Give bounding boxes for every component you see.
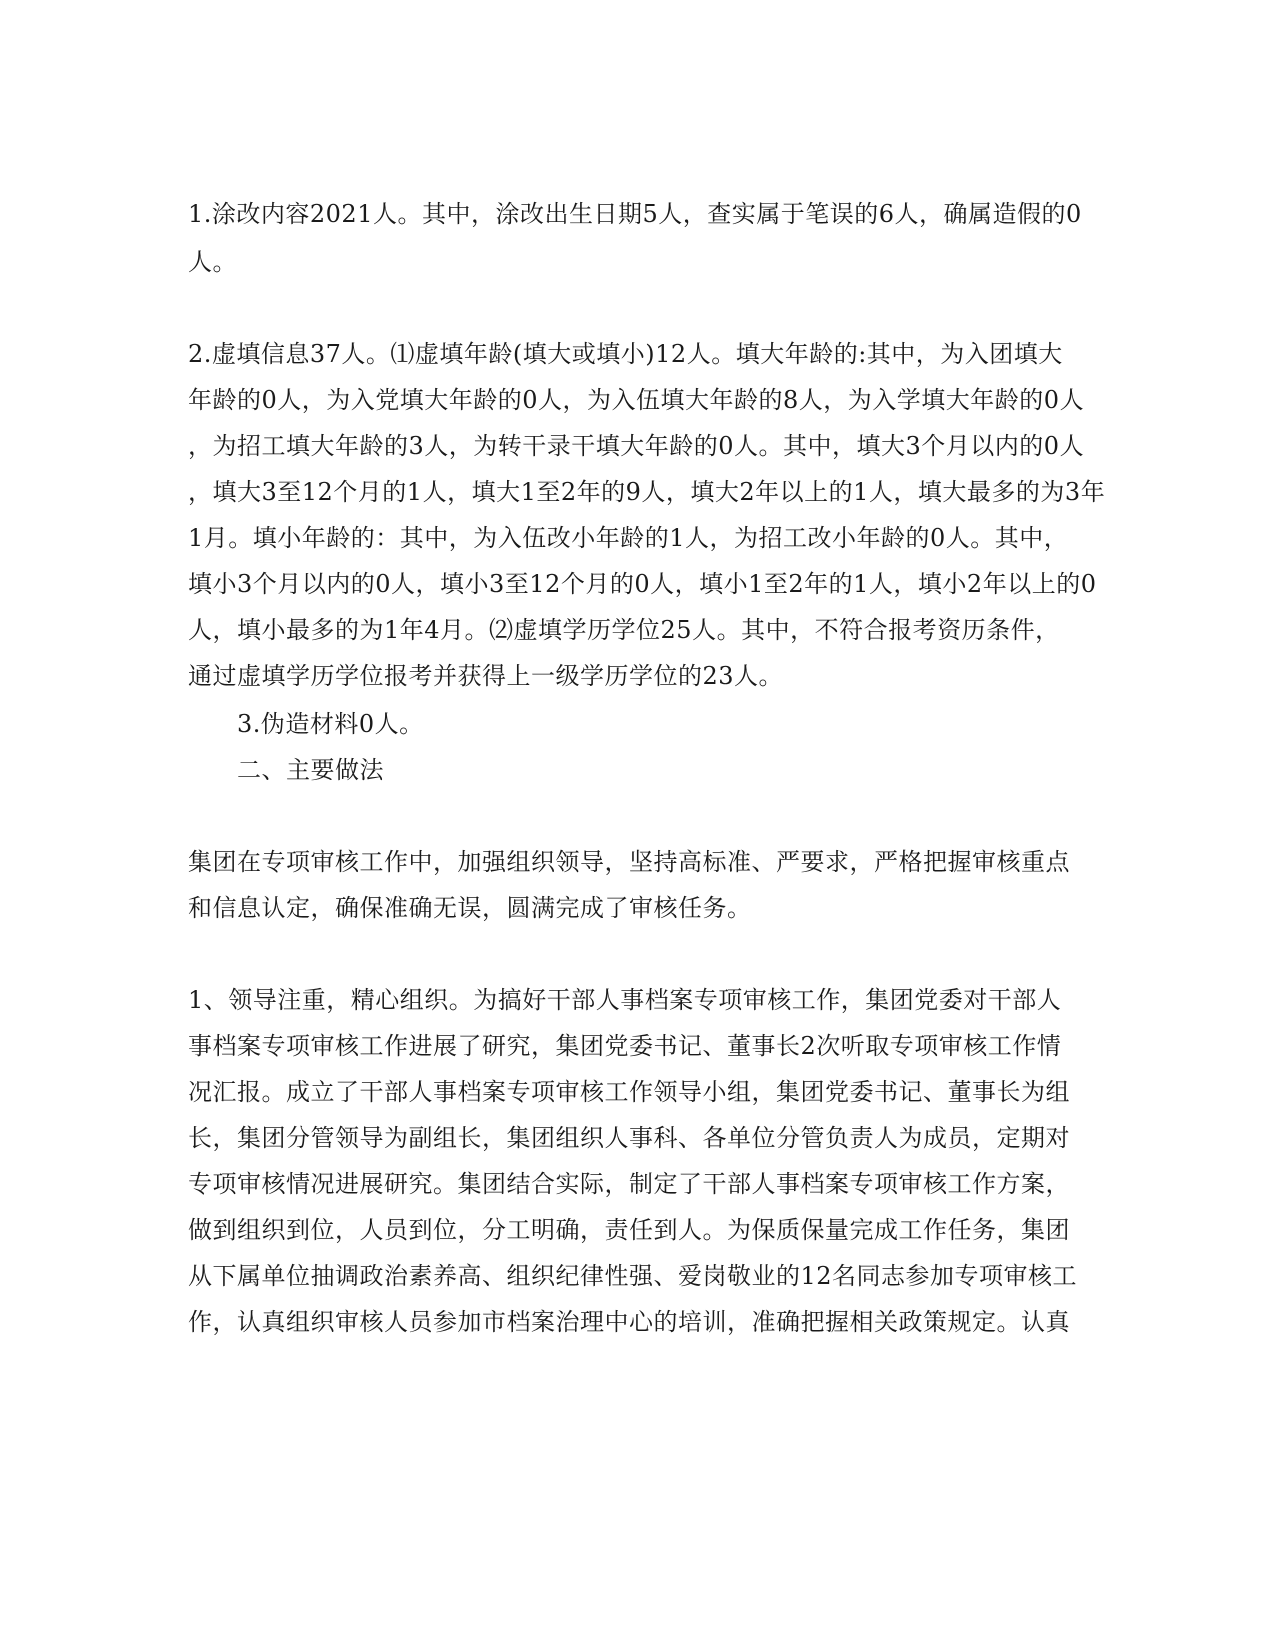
text-line: 填小3个月以内的0人，填小3至12个月的0人，填小1至2年的1人，填小2年以上的0 <box>188 570 1097 598</box>
text-line: 年龄的0人，为入党填大年龄的0人，为入伍填大年龄的8人，为入学填大年龄的0人 <box>188 386 1085 414</box>
text-line: 人，填小最多的为1年4月。⑵虚填学历学位25人。其中，不符合报考资历条件， <box>188 616 1060 644</box>
text-line: 2.虚填信息37人。⑴虚填年龄(填大或填小)12人。填大年龄的:其中，为入团填大 <box>188 340 1063 368</box>
section-heading: 二、主要做法 <box>237 756 384 784</box>
text-line: ，填大3至12个月的1人，填大1至2年的9人，填大2年以上的1人，填大最多的为3年 <box>188 478 1106 506</box>
text-line: 从下属单位抽调政治素养高、组织纪律性强、爱岗敬业的12名同志参加专项审核工 <box>188 1262 1078 1290</box>
text-line: 做到组织到位，人员到位，分工明确，责任到人。为保质保量完成工作任务，集团 <box>188 1216 1070 1244</box>
text-line: 1.涂改内容2021人。其中，涂改出生日期5人，查实属于笔误的6人，确属造假的0 <box>188 200 1082 228</box>
text-line: 通过虚填学历学位报考并获得上一级学历学位的23人。 <box>188 662 784 690</box>
text-line: 专项审核情况进展研究。集团结合实际，制定了干部人事档案专项审核工作方案， <box>188 1170 1070 1198</box>
text-line: 人。 <box>188 248 237 276</box>
text-line: 作，认真组织审核人员参加市档案治理中心的培训，准确把握相关政策规定。认真 <box>188 1308 1070 1336</box>
text-line: 集团在专项审核工作中，加强组织领导，坚持高标准、严要求，严格把握审核重点 <box>188 848 1070 876</box>
text-line: 事档案专项审核工作进展了研究，集团党委书记、董事长2次听取专项审核工作情 <box>188 1032 1062 1060</box>
text-line: ，为招工填大年龄的3人，为转干录干填大年龄的0人。其中，填大3个月以内的0人 <box>188 432 1085 460</box>
text-line: 3.伪造材料0人。 <box>237 710 424 738</box>
text-line: 况汇报。成立了干部人事档案专项审核工作领导小组，集团党委书记、董事长为组 <box>188 1078 1070 1106</box>
text-line: 1月。填小年龄的：其中，为入伍改小年龄的1人，为招工改小年龄的0人。其中， <box>188 524 1069 552</box>
text-line: 和信息认定，确保准确无误，圆满完成了审核任务。 <box>188 894 752 922</box>
text-line: 长，集团分管领导为副组长，集团组织人事科、各单位分管负责人为成员，定期对 <box>188 1124 1070 1152</box>
text-line: 1、领导注重，精心组织。为搞好干部人事档案专项审核工作，集团党委对干部人 <box>188 986 1062 1014</box>
